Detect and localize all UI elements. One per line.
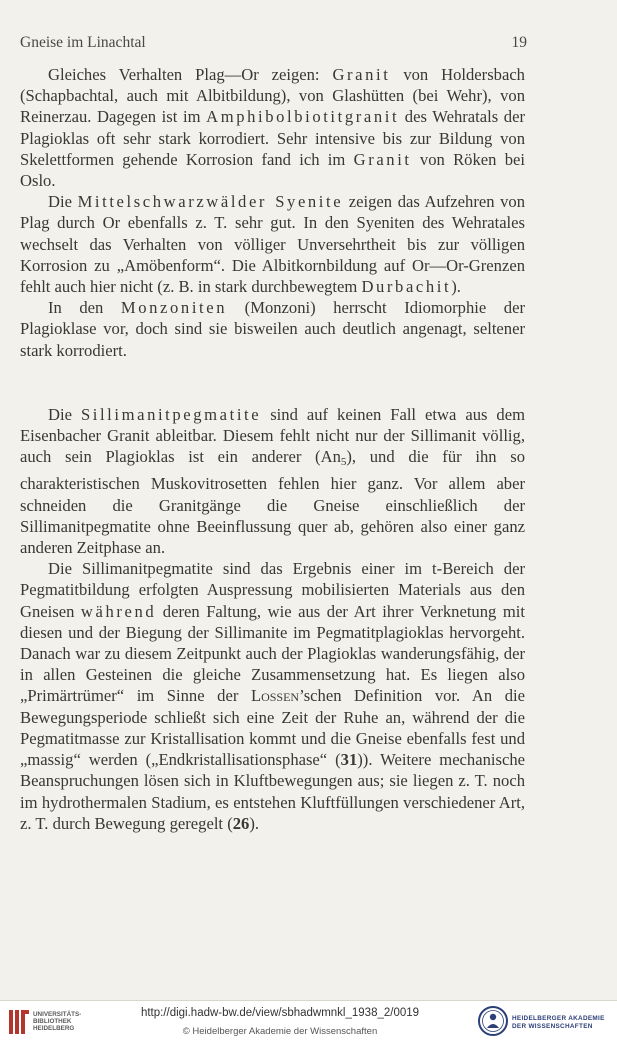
academy-seal-icon xyxy=(478,1006,508,1036)
text-run: )). Weitere mechanische Beanspruchungen lösen sich in Kluftbewegungen aus; sie liegen z. T. noch im hydrothermalen Stadium, es entstehen Kluftfüllungen verschiedener Art, z. T. durch Bewegung geregelt ( xyxy=(20,750,525,833)
copyright-notice: © Heidelberger Akademie der Wissenschaften xyxy=(182,1026,378,1037)
body-text xyxy=(20,64,525,834)
text-run: ). xyxy=(249,813,260,833)
paragraph-5 xyxy=(20,558,525,834)
text-run: ), und die für ihn so charakteristischen Muskovitrosetten fehlen hier ganz. Vor allem aber schneiden die Granitgänge die Gneise einschließlich der Sillimanitpegmatite ohne Beeinflussung quer ab, gehören also einer ganz anderen Zeitphase an. xyxy=(20,447,525,558)
text-run: ’schen Definition vor. An die Bewegungsperiode schließt sich eine Zeit der Ruhe an, während der die Pegmatitmasse zur Kristallisation kommt und die Gneise ebenfalls fest und „massig“ werden („Endkristallisationsphase“ ( xyxy=(20,686,525,770)
permalink-url[interactable]: http://digi.hadw-bw.de/view/sbhadwmnkl_1938_2/0019 xyxy=(140,1007,420,1019)
footer-bar xyxy=(0,1000,617,1042)
section-gap xyxy=(20,361,525,404)
text-run: (Monzoni) herrscht Idiomorphie der Plagioklase vor, doch sind sie bisweilen auch deutlich angenagt, seltener stark korrodiert. xyxy=(20,298,525,360)
paragraph-2 xyxy=(20,191,525,297)
text-run: Die xyxy=(48,404,81,424)
academy-logo[interactable] xyxy=(478,1006,612,1038)
university-library-logo-text: UNIVERSITÄTS- BIBLIOTHEK HEIDELBERG xyxy=(33,1011,82,1033)
spaced-term: Monzoniten xyxy=(120,298,228,318)
text-run: ). xyxy=(451,277,461,297)
text-run: Die xyxy=(48,192,78,212)
text-run: sind auf keinen Fall etwa aus dem Eisenbacher Granit ableitbar. Diesem fehlt nicht nur der Sillimanit völlig, auch sein Plagioklas ist ein anderer (An xyxy=(20,404,525,467)
spaced-term: Sillimanitpegmatite xyxy=(80,404,262,424)
text-run: zeigen das Aufzehren von Plag durch Or ebenfalls z. T. sehr gut. In den Syeniten des Wehratales wechselt das Verhalten von völliger Unversehrtheit bis zur völligen Korrosion zu „Amöbenform“. Die Albitkornbildung auf Or—Or-Grenzen fehlt auch hier nicht (z. B. in stark durchbewegtem xyxy=(20,192,525,297)
running-head-title: Gneise im Linachtal xyxy=(20,34,146,51)
university-library-logo[interactable] xyxy=(8,1007,86,1037)
reference-number: 31 xyxy=(340,750,358,770)
spaced-term: Granit xyxy=(353,149,412,169)
reference-number: 26 xyxy=(232,813,250,833)
text-run: des Wehratals der Plagioklas oft sehr stark korrodiert. Sehr intensive bis zur Bildung von Skelettformen gehende Korrosion fand ich im xyxy=(20,107,525,169)
spaced-term: Granit xyxy=(332,65,391,84)
text-run: Gleiches Verhalten Plag—Or zeigen: xyxy=(48,65,333,84)
text-run: deren Faltung, wie aus der Art ihrer Verknetung mit diesen und der Biegung der Sillimanite im Pegmatitplagioklas hervorgeht. Danach war zu diesem Zeitpunkt auch der Plagioklas wanderungsfähig, der in allen Gesteinen die gleiche Zusammensetzung hat. Es liegen also „Primärtrümer“ im Sinne der xyxy=(20,601,525,706)
paragraph-1 xyxy=(20,64,525,191)
university-library-logo-icon xyxy=(8,1007,30,1037)
spaced-term: Mittelschwarzwälder Syenite xyxy=(77,192,344,212)
text-run: In den xyxy=(48,298,121,318)
spaced-term: Durbachit xyxy=(361,277,452,297)
spaced-term: Amphibolbiotitgranit xyxy=(206,107,400,127)
author-name: Lossen xyxy=(250,686,300,706)
academy-logo-text: HEIDELBERGER AKADEMIE DER WISSENSCHAFTEN xyxy=(512,1015,605,1030)
text-run: Die Sillimanitpegmatite sind das Ergebnis einer im t-Bereich der Pegmatitbildung erfolgten Auspressung mobilisierten Materials aus den Gneisen xyxy=(20,559,525,621)
paragraph-3 xyxy=(20,297,525,361)
page-number: 19 xyxy=(511,34,527,51)
spaced-term: während xyxy=(80,601,157,621)
subscript: 5 xyxy=(340,456,347,469)
paragraph-4 xyxy=(20,404,525,558)
text-run: von Holdersbach (Schapbachtal, auch mit Albitbildung), von Glashütten (bei Wehr), von Reinerzau. Dagegen ist im xyxy=(20,65,525,127)
text-run: von Röken bei Oslo. xyxy=(20,149,525,191)
